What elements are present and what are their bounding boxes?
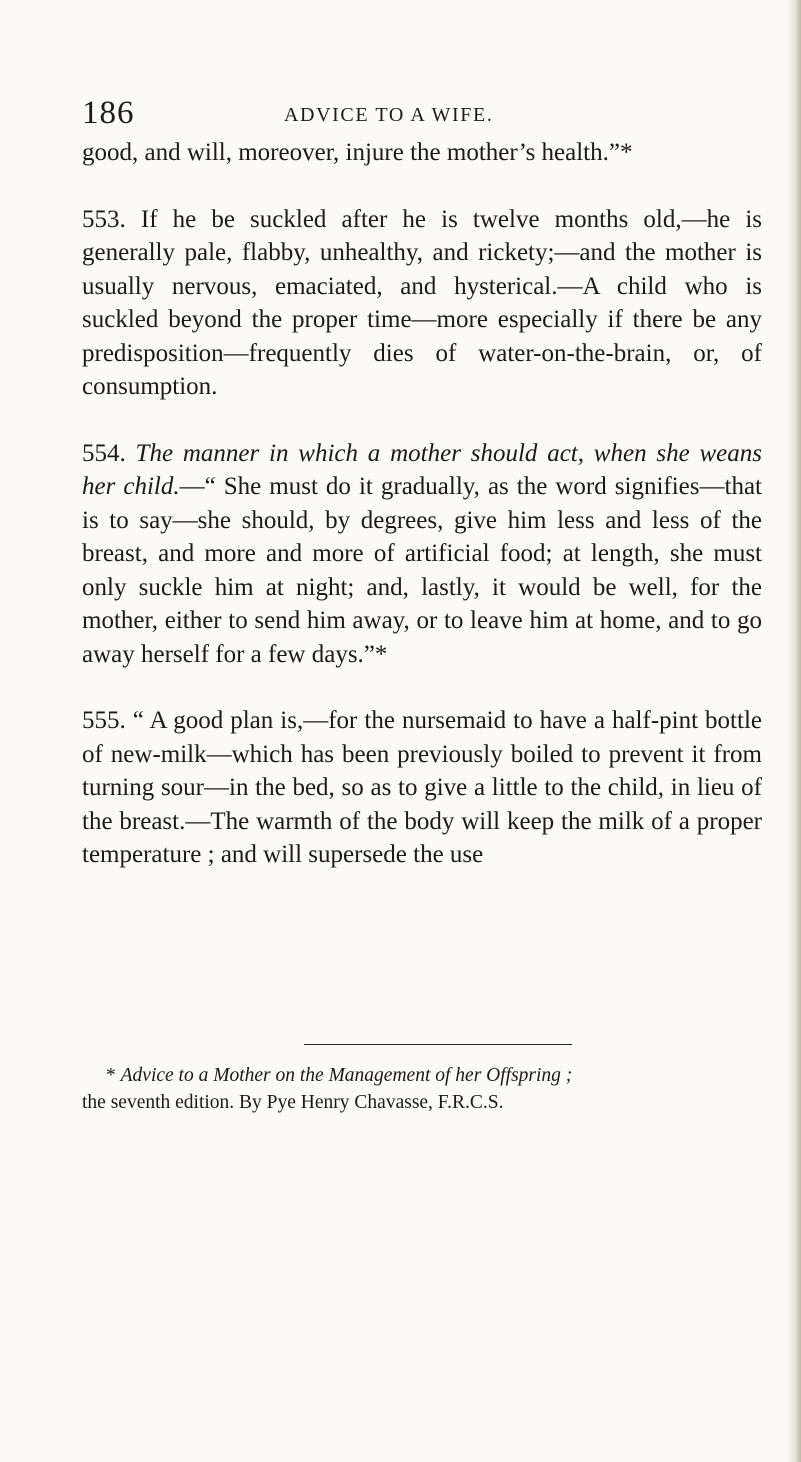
footnote-line-1: [82, 1062, 762, 1089]
body-text: [82, 136, 762, 872]
paragraph-555-number: 555.: [82, 707, 126, 734]
running-head: ADVICE TO A WIFE.: [284, 104, 494, 126]
footnote-marker: *: [106, 1065, 121, 1086]
page-number: 186: [82, 95, 135, 131]
footnote: [82, 1062, 762, 1116]
footnote-title: Advice to a Mother on the Management of her Offspring ;: [120, 1065, 573, 1086]
paragraph-554-title: The manner in which a mother should act, when she weans her child.: [82, 439, 762, 500]
paragraph-553: [82, 203, 762, 404]
paragraph-continuation: [82, 136, 762, 170]
paragraph-553-text: If he be suckled after he is twelve months old,—he is generally pale, flabby, unhealthy, and rickety;—and the mother is usually nervous, emaciated, and hysterical.—A child who is suckled beyond the proper time—more especially if there be any predisposition—frequently dies of water-on-the-brain, or, of consumption.: [82, 205, 762, 400]
paragraph-554: [82, 437, 762, 672]
paragraph-555-text: “ A good plan is,—for the nursemaid to have a half-pint bottle of new-milk—which has been previously boiled to prevent it from turning sour—in the bed, so as to give a little to the child, in lieu of the breast.—The warmth of the body will keep the milk of a proper temperature ; and will supersede the use: [82, 707, 762, 868]
page-edge-shadow: [787, 0, 801, 1462]
footnote-line-2: the seventh edition. By Pye Henry Chavasse, F.R.C.S.: [82, 1092, 504, 1113]
paragraph-554-number: 554.: [82, 439, 126, 467]
page-header: [82, 95, 762, 135]
paragraph-554-text: —“ She must do it gradually, as the word signifies—that is to say—she should, by degrees, give him less and less of the breast, and more and more of artificial food; at length, she must only suckle him at night; and, lastly, it would be well, for the mother, either to send him away, or to leave him at home, and to go away herself for a few days.”*: [82, 473, 762, 668]
footnote-divider: [304, 1044, 572, 1045]
paragraph-553-number: 553.: [82, 205, 126, 233]
paragraph-555: [82, 704, 762, 872]
paragraph-continuation-text: good, and will, moreover, injure the mother’s health.”*: [82, 139, 633, 166]
